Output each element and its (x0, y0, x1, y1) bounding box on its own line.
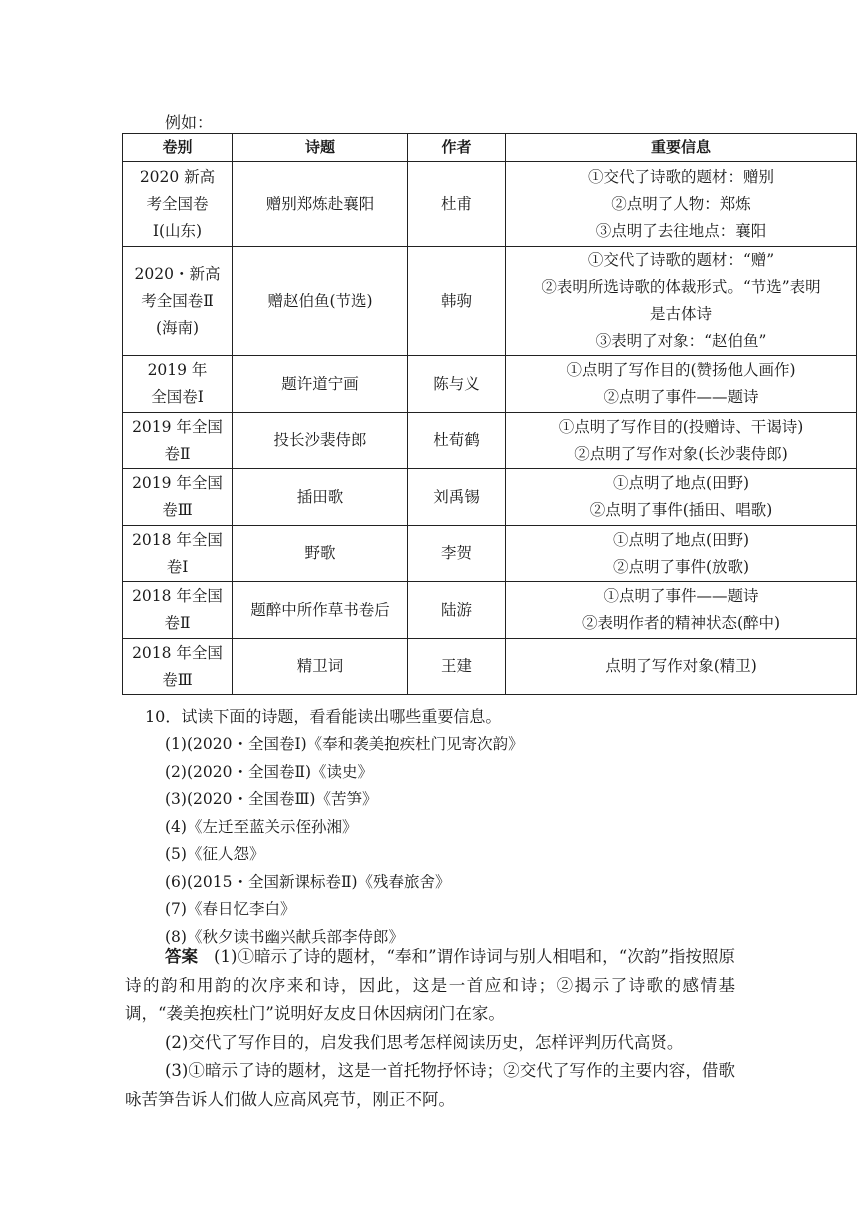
poem-title-table (122, 133, 857, 695)
cell-info: ①点明了地点(田野) ②点明了事件(放歌) (506, 526, 857, 582)
list-item: (6)(2015・全国新课标卷Ⅱ)《残春旅舍》 (165, 872, 451, 891)
intro-text: 例如： (165, 113, 214, 132)
list-item: (7)《春日忆李白》 (165, 900, 296, 918)
table-row (123, 469, 857, 526)
cell-author: 刘禹锡 (408, 469, 506, 526)
question-10: 10．试读下面的诗题，看看能读出哪些重要信息。 (145, 707, 502, 726)
cell-title: 精卫词 (233, 639, 408, 695)
header-title: 诗题 (233, 134, 408, 162)
cell-author: 杜荀鹤 (408, 413, 506, 469)
table-row (123, 582, 857, 639)
question-items (165, 731, 524, 951)
table-row (123, 413, 857, 469)
cell-author: 韩驹 (408, 247, 506, 356)
answer-paragraph: (3)①暗示了诗的题材，这是一首托物抒怀诗；②交代了写作的主要内容，借歌咏苦笋告诉人们做人应高风亮节，刚正不阿。 (125, 1061, 735, 1109)
header-author: 作者 (408, 134, 506, 162)
answer-text: (1)①暗示了诗的题材，“奉和”谓作诗词与别人相唱和，“次韵”指按照原诗的韵和用韵的次序来和诗，因此，这是一首应和诗；②揭示了诗歌的感情基调，“袭美抱疾杜门”说明好友皮日休因病闭门在家。 (125, 947, 735, 1023)
table-header-row (123, 134, 857, 162)
list-item: (3)(2020・全国卷Ⅲ)《苦笋》 (165, 790, 378, 808)
cell-info: ①交代了诗歌的题材：“赠” ②表明所选诗歌的体裁形式。“节选”表明 是古体诗 ③表明了对象：“赵伯鱼” (506, 247, 857, 356)
cell-info: ①点明了地点(田野) ②点明了事件(插田、唱歌) (506, 469, 857, 526)
table-row (123, 162, 857, 247)
table-row (123, 247, 857, 356)
cell-title: 题醉中所作草书卷后 (233, 582, 408, 639)
table-row (123, 639, 857, 695)
table-row (123, 356, 857, 413)
cell-info: ①点明了事件——题诗 ②表明作者的精神状态(醉中) (506, 582, 857, 639)
cell-paper: 2020 新高 考全国卷 Ⅰ(山东) (123, 162, 233, 247)
answer-label: 答案 (165, 947, 199, 966)
list-item: (1)(2020・全国卷Ⅰ)《奉和袭美抱疾杜门见寄次韵》 (165, 735, 524, 753)
cell-paper: 2019 年全国 卷Ⅲ (123, 469, 233, 526)
cell-title: 野歌 (233, 526, 408, 582)
header-paper: 卷别 (123, 134, 233, 162)
cell-paper: 2018 年全国 卷Ⅱ (123, 582, 233, 639)
cell-info: 点明了写作对象(精卫) (506, 639, 857, 695)
cell-author: 杜甫 (408, 162, 506, 247)
cell-paper: 2019 年 全国卷Ⅰ (123, 356, 233, 413)
cell-paper: 2020・新高 考全国卷Ⅱ (海南) (123, 247, 233, 356)
cell-author: 陈与义 (408, 356, 506, 413)
cell-author: 李贺 (408, 526, 506, 582)
cell-paper: 2018 年全国 卷Ⅲ (123, 639, 233, 695)
cell-title: 题许道宁画 (233, 356, 408, 413)
cell-title: 投长沙裴侍郎 (233, 413, 408, 469)
cell-info: ①交代了诗歌的题材：赠别 ②点明了人物：郑炼 ③点明了去往地点：襄阳 (506, 162, 857, 247)
header-info: 重要信息 (506, 134, 857, 162)
answer-section (125, 943, 735, 1114)
list-item: (2)(2020・全国卷Ⅱ)《读史》 (165, 762, 374, 781)
cell-title: 赠别郑炼赴襄阳 (233, 162, 408, 247)
cell-info: ①点明了写作目的(投赠诗、干谒诗) ②点明了写作对象(长沙裴侍郎) (506, 413, 857, 469)
list-item: (8)《秋夕读书幽兴献兵部李侍郎》 (165, 927, 404, 946)
table-row (123, 526, 857, 582)
cell-title: 插田歌 (233, 469, 408, 526)
cell-author: 陆游 (408, 582, 506, 639)
list-item: (4)《左迁至蓝关示侄孙湘》 (165, 817, 358, 836)
list-item: (5)《征人怨》 (165, 845, 265, 863)
cell-title: 赠赵伯鱼(节选) (233, 247, 408, 356)
cell-author: 王建 (408, 639, 506, 695)
cell-info: ①点明了写作目的(赞扬他人画作) ②点明了事件——题诗 (506, 356, 857, 413)
answer-paragraph (125, 943, 735, 1029)
cell-paper: 2018 年全国 卷Ⅰ (123, 526, 233, 582)
answer-paragraph: (2)交代了写作目的，启发我们思考怎样阅读历史，怎样评判历代高贤。 (165, 1032, 684, 1052)
cell-paper: 2019 年全国 卷Ⅱ (123, 413, 233, 469)
